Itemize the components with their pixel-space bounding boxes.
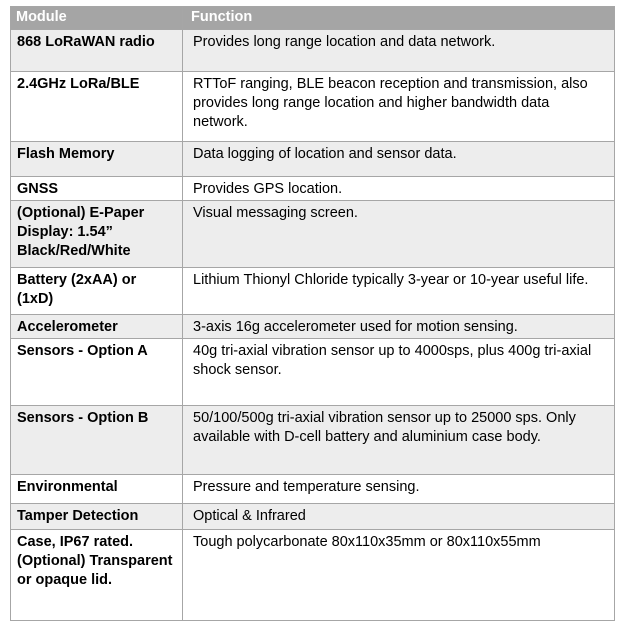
column-header-module: Module (11, 7, 183, 30)
table-row (11, 504, 615, 530)
module-cell: Tamper Detection (11, 504, 183, 530)
module-function-table (10, 6, 615, 621)
module-cell: 2.4GHz LoRa/BLE (11, 72, 183, 142)
function-cell: 3-axis 16g accelerometer used for motion sensing. (183, 315, 615, 339)
function-cell: Provides long range location and data network. (183, 30, 615, 72)
module-cell: (Optional) E-Paper Display: 1.54” Black/Red/White (11, 201, 183, 268)
function-cell: Provides GPS location. (183, 177, 615, 201)
module-cell: GNSS (11, 177, 183, 201)
table-row (11, 142, 615, 177)
module-cell: Sensors - Option A (11, 339, 183, 406)
function-cell: 50/100/500g tri-axial vibration sensor up to 25000 sps. Only available with D-cell battery and aluminium case body. (183, 406, 615, 475)
table-row (11, 30, 615, 72)
module-cell: Battery (2xAA) or (1xD) (11, 268, 183, 315)
table-row (11, 177, 615, 201)
table-row (11, 530, 615, 621)
module-cell: Accelerometer (11, 315, 183, 339)
table-row (11, 475, 615, 504)
table-row (11, 72, 615, 142)
function-cell: RTToF ranging, BLE beacon reception and transmission, also provides long range location and higher bandwidth data network. (183, 72, 615, 142)
table-row (11, 315, 615, 339)
module-cell: Case, IP67 rated. (Optional) Transparent or opaque lid. (11, 530, 183, 621)
module-cell: 868 LoRaWAN radio (11, 30, 183, 72)
table-row (11, 406, 615, 475)
function-cell: 40g tri-axial vibration sensor up to 4000sps, plus 400g tri-axial shock sensor. (183, 339, 615, 406)
function-cell: Visual messaging screen. (183, 201, 615, 268)
module-cell: Sensors - Option B (11, 406, 183, 475)
function-cell: Lithium Thionyl Chloride typically 3-year or 10-year useful life. (183, 268, 615, 315)
function-cell: Pressure and temperature sensing. (183, 475, 615, 504)
column-header-function: Function (183, 7, 615, 30)
module-cell: Flash Memory (11, 142, 183, 177)
table-header-row (11, 7, 615, 30)
function-cell: Tough polycarbonate 80x110x35mm or 80x110x55mm (183, 530, 615, 621)
table-row (11, 201, 615, 268)
function-cell: Optical & Infrared (183, 504, 615, 530)
table-row (11, 268, 615, 315)
module-cell: Environmental (11, 475, 183, 504)
table-row (11, 339, 615, 406)
function-cell: Data logging of location and sensor data. (183, 142, 615, 177)
